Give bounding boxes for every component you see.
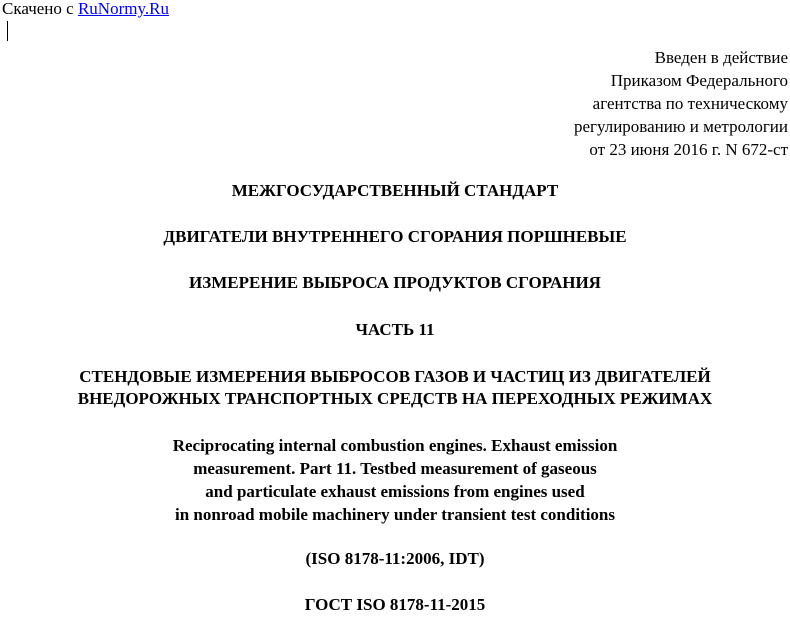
subtitle-en <box>0 434 790 526</box>
part-heading: ЧАСТЬ 11 <box>355 320 435 339</box>
decree-line: Приказом Федерального <box>610 71 788 90</box>
decree-line: от 23 июня 2016 г. N 672-ст <box>589 140 788 159</box>
decree-line: Введен в действие <box>654 48 788 67</box>
subtitle-ru <box>0 366 790 410</box>
decree-block <box>574 46 788 161</box>
subtitle-en-line: Reciprocating internal combustion engines. Exhaust emission <box>172 436 618 455</box>
subtitle-en-line: measurement. Part 11. Testbed measurement of gaseous <box>193 459 597 478</box>
source-prefix: Скачено с <box>2 0 74 18</box>
source-line <box>2 0 169 19</box>
subtitle-ru-line: СТЕНДОВЫЕ ИЗМЕРЕНИЯ ВЫБРОСОВ ГАЗОВ И ЧАСТИЦ ИЗ ДВИГАТЕЛЕЙ <box>79 367 711 386</box>
subtitle-en-line: in nonroad mobile machinery under transient test conditions <box>175 505 615 524</box>
iso-reference: (ISO 8178-11:2006, IDT) <box>305 549 485 568</box>
runormy-link[interactable]: RuNormy.Ru <box>77 0 169 18</box>
gost-number: ГОСТ ISO 8178-11-2015 <box>304 595 486 614</box>
decree-line: регулированию и метрологии <box>573 117 788 136</box>
standard-type-heading: МЕЖГОСУДАРСТВЕННЫЙ СТАНДАРТ <box>231 181 559 200</box>
subtitle-en-line: and particulate exhaust emissions from engines used <box>205 482 585 501</box>
title-line-1: ДВИГАТЕЛИ ВНУТРЕННЕГО СГОРАНИЯ ПОРШНЕВЫЕ <box>163 227 627 246</box>
title-line-2: ИЗМЕРЕНИЕ ВЫБРОСА ПРОДУКТОВ СГОРАНИЯ <box>189 273 601 292</box>
subtitle-ru-line: ВНЕДОРОЖНЫХ ТРАНСПОРТНЫХ СРЕДСТВ НА ПЕРЕХОДНЫХ РЕЖИМАХ <box>77 389 713 408</box>
decree-line: агентства по техническому <box>592 94 788 113</box>
text-cursor <box>7 21 8 41</box>
